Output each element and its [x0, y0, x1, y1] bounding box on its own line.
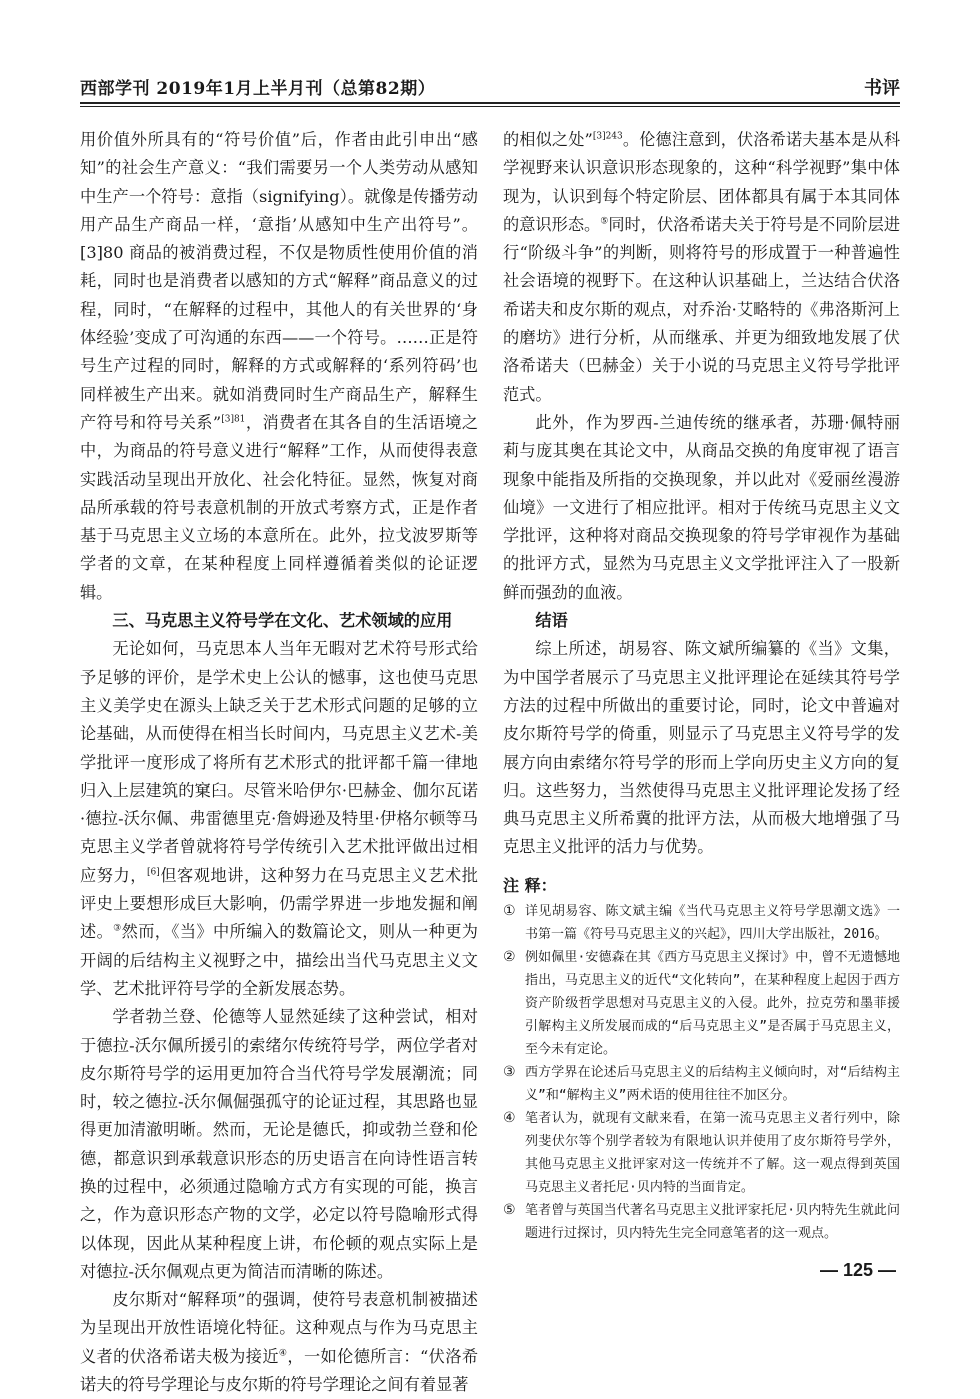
section-label: 书评: [864, 78, 900, 99]
left-column: [80, 126, 478, 1399]
section-heading: 三、马克思主义符号学在文化、艺术领域的应用: [112, 611, 453, 631]
note-number: ③: [503, 1064, 516, 1081]
running-header: [80, 72, 900, 98]
notes-list: [503, 900, 900, 1245]
header-rule: [80, 102, 900, 104]
paragraph: 学者勃兰登、伦德等人显然延续了这种尝试，相对于德拉-沃尔佩所援引的索绪尔传统符号学，两位学者对皮尔斯符号学的运用更加符合当代符号学发展潮流；同时，较之德拉-沃尔佩倔强孤守的论证过程，其思路也显得更加清澈明晰。然而，无论是德氏，抑或勃兰登和伦德，都意识到承载意识形态的历史语言在向诗性语言转换的过程中，必须通过隐喻方式方有实现的可能，换言之，作为意识形态产物的文学，必定以符号隐喻形式得以体现，因此从某种程度上讲，布伦顿的观点实际上是对德拉-沃尔佩观点更为简洁而清晰的陈述。: [80, 1007, 478, 1281]
note-text: 笔者认为，就现有文献来看，在第一流马克思主义者行列中，除列斐伏尔等个别学者较为有限地认识并使用了皮尔斯符号学外，其他马克思主义批评家对这一传统并不了解。这一观点得到英国马克思主义者托尼·贝内特的当面肯定。: [525, 1111, 900, 1196]
note-text: 西方学界在论述后马克思主义的后结构主义倾向时，对“后结构主义”和“解构主义”两术语的使用往往不加区分。: [525, 1065, 900, 1104]
paragraph: 皮尔斯对“解释项”的强调，使符号表意机制被描述为呈现出开放性语境化特征。这种观点与作为马克思主义者的伏洛希诺夫极为接近④，一如伦德所言：“伏洛希诺夫的符号学理论与皮尔斯的符号学理论之间有着显著: [80, 1290, 479, 1395]
note-item: [503, 1107, 900, 1199]
note-item: [503, 946, 900, 1061]
note-item: [503, 1199, 900, 1245]
note-number: ①: [503, 903, 516, 920]
notes-title: 注 释：: [503, 875, 557, 895]
right-column: [503, 126, 900, 1245]
note-number: ④: [503, 1110, 516, 1127]
paragraph: 的相似之处”$^{[3]243}$。伦德注意到，伏洛希诺夫基本是从科学视野来认识意识形态现象的，这种“科学视野”集中体现为，认识到每个特定阶层、团体都具有属于本其同体的意识形态。⑤同时，伏洛希诺夫关于符号是不同阶层进行“阶级斗争”的判断，则将符号的形成置于一种普遍性社会语境的视野下。在这种认识基础上，兰达结合伏洛希诺夫和皮尔斯的观点，对乔治·艾略特的《弗洛斯河上的磨坊》进行分析，从而继承、并更为细致地发展了伏洛希诺夫（巴赫金）关于小说的马克思主义符号学批评范式。: [503, 130, 901, 404]
note-number: ⑤: [503, 1202, 516, 1219]
journal-title: 西部学刊 2019年1月上半月刊（总第82期）: [80, 79, 436, 99]
page-number: — 125 —: [820, 1260, 897, 1280]
paragraph: 用价值外所具有的“符号价值”后，作者由此引申出“感知”的社会生产意义：“我们需要另一个人类劳动从感知中生产一个符号：意指（signifying）。就像是传播劳动用产品生产商品一样，‘意指’从感知中生产出符号”。[3]80 商品的被消费过程，不仅是物质性使用价值的消耗，同时也是消费者以感知的方式“解释”商品意义的过程，同时，“在解释的过程中，其他人的有关世界的‘身体经验’变成了可沟通的东西——一个符号。……正是符号生产过程的同时，解释的方式或解释的‘系列符码’也同样被生产出来。就如消费同时生产商品生产，解释生产符号和符号关系”$^{[3]81}$，消费者在其各自的生活语境之中，为商品的符号意义进行“解释”工作，从而使得表意实践活动呈现出开放化、社会化特征。显然，恢复对商品所承载的符号表意机制的开放式考察方式，正是作者基于马克思主义立场的本意所在。此外，拉戈波罗斯等学者的文章，在某种程度上同样遵循着类似的论证逻辑。: [80, 130, 479, 602]
note-item: [503, 1061, 900, 1107]
note-text: 详见胡易容、陈文斌主编《当代马克思主义符号学思潮文选》一书第一篇《符号马克思主义的兴起》，四川大学出版社，2016。: [525, 904, 900, 943]
note-item: [503, 900, 900, 946]
note-text: 例如佩里·安德森在其《西方马克思主义探讨》中，曾不无遗憾地指出，马克思主义的近代“文化转向”，在某种程度上起因于西方资产阶级哲学思想对马克思主义的入侵。此外，拉克劳和墨菲援引解构主义所发展而成的“后马克思主义”是否属于马克思主义，至今未有定论。: [525, 950, 900, 1058]
header-rule-thin: [80, 106, 900, 107]
note-number: ②: [503, 949, 516, 966]
paragraph: 无论如何，马克思本人当年无暇对艺术符号形式给予足够的评价，是学术史上公认的憾事，这也使马克思主义美学史在源头上缺乏关于艺术形式问题的足够的立论基础，从而使得在相当长时间内，马克思主义艺术-美学批评一度形成了将所有艺术形式的批评都千篇一律地归入上层建筑的窠臼。尽管米哈伊尔·巴赫金、伽尔瓦诺·德拉-沃尔佩、弗雷德里克·詹姆逊及特里·伊格尔顿等马克思主义学者曾就将符号学传统引入艺术批评做出过相应努力，[6]但客观地讲，这种努力在马克思主义艺术批评史上要想形成巨大影响，仍需学界进一步地发掘和阐述。③然而，《当》中所编入的数篇论文，则从一种更为开阔的后结构主义视野之中，描绘出当代马克思主义文学、艺术批评符号学的全新发展态势。: [80, 639, 478, 998]
paragraph: 综上所述，胡易容、陈文斌所编纂的《当》文集，为中国学者展示了马克思主义批评理论在延续其符号学方法的过程中所做出的重要讨论，同时，论文中普遍对皮尔斯符号学的倚重，则显示了马克思主义符号学的发展方向由索绪尔符号学的形而上学向历史主义方向的复归。这些努力，当然使得马克思主义批评理论发扬了经典马克思主义所希冀的批评方法，从而极大地增强了马克思主义批评的活力与优势。: [503, 639, 900, 857]
paragraph: 此外，作为罗西-兰迪传统的继承者，苏珊·佩特丽莉与庞其奥在其论文中，从商品交换的角度审视了语言现象中能指及所指的交换现象，并以此对《爱丽丝漫游仙境》一文进行了相应批评。相对于传统马克思主义文学批评，这种将对商品交换现象的符号学审视作为基础的批评方式，显然为马克思主义文学批评注入了一股新鲜而强劲的血液。: [503, 412, 900, 602]
conclusion-heading: 结语: [535, 611, 568, 631]
note-text: 笔者曾与英国当代著名马克思主义批评家托尼·贝内特先生就此问题进行过探讨，贝内特先生完全同意笔者的这一观点。: [525, 1203, 900, 1242]
